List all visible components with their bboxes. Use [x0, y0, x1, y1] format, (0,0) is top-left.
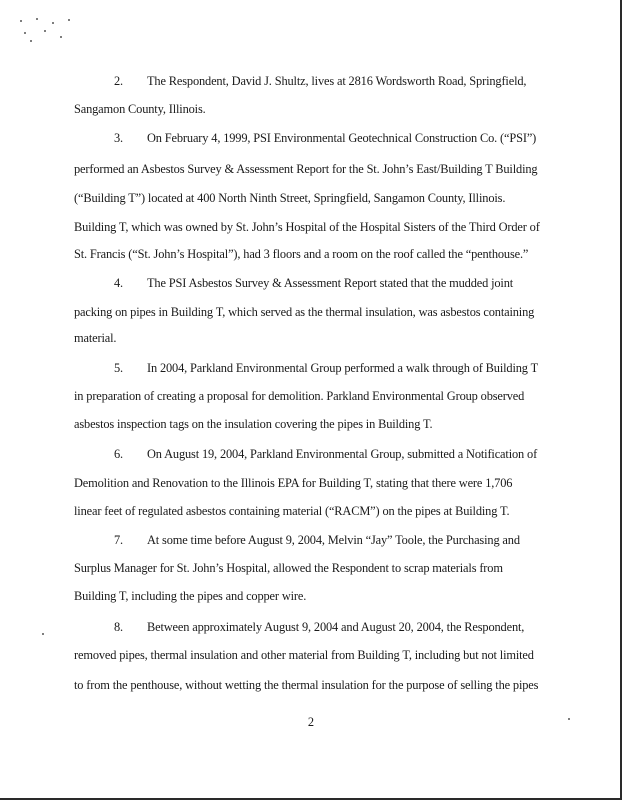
scan-speck [20, 20, 22, 22]
paragraph-7-line-2: Surplus Manager for St. John’s Hospital, allowed the Respondent to scrap materials from [74, 561, 503, 575]
paragraph-7-line-3: Building T, including the pipes and copper wire. [74, 589, 307, 603]
paragraph-text: In 2004, Parkland Environmental Group performed a walk through of Building T [147, 361, 538, 375]
paragraph-text: The PSI Asbestos Survey & Assessment Report stated that the mudded joint [147, 276, 514, 290]
paragraph-4-line-2: packing on pipes in Building T, which served as the thermal insulation, was asbestos containing [74, 305, 535, 319]
scan-speck [52, 22, 54, 24]
paragraph-text: On February 4, 1999, PSI Environmental Geotechnical Construction Co. (“PSI”) [147, 131, 537, 145]
paragraph-number: 5. [114, 361, 123, 375]
paragraph-number: 7. [114, 533, 123, 547]
paragraph-8-line-2: removed pipes, thermal insulation and other material from Building T, including but not limited [74, 648, 534, 662]
scan-speck [60, 36, 62, 38]
page-number: 2 [307, 715, 315, 729]
paragraph-6-line-2: Demolition and Renovation to the Illinois EPA for Building T, stating that there were 1,706 [74, 476, 513, 490]
paragraph-text: The Respondent, David J. Shultz, lives at 2816 Wordsworth Road, Springfield, [147, 74, 527, 88]
paragraph-text: Between approximately August 9, 2004 and August 20, 2004, the Respondent, [147, 620, 525, 634]
paragraph-4-line-3: material. [74, 331, 117, 345]
paragraph-number: 3. [114, 131, 123, 145]
paragraph-2-line-2: Sangamon County, Illinois. [74, 102, 206, 116]
scan-speck [68, 19, 70, 21]
scan-speck [24, 32, 26, 34]
paragraph-8-line-3: to from the penthouse, without wetting the thermal insulation for the purpose of selling the pipes [74, 678, 539, 692]
scan-speck [36, 18, 38, 20]
scan-speck [30, 40, 32, 42]
paragraph-number: 4. [114, 276, 123, 290]
paragraph-3-line-2: performed an Asbestos Survey & Assessment Report for the St. John’s East/Building T Building [74, 162, 538, 176]
paragraph-3-line-5: St. Francis (“St. John’s Hospital”), had 3 floors and a room on the roof called the “penthouse.” [74, 247, 529, 261]
paragraph-text: At some time before August 9, 2004, Melvin “Jay” Toole, the Purchasing and [147, 533, 520, 547]
paragraph-number: 8. [114, 620, 123, 634]
paragraph-number: 2. [114, 74, 123, 88]
scan-speck [42, 633, 44, 635]
paragraph-text: On August 19, 2004, Parkland Environmental Group, submitted a Notification of [147, 447, 538, 461]
scan-speck [44, 30, 46, 32]
paragraph-3-line-3: (“Building T”) located at 400 North Ninth Street, Springfield, Sangamon County, Illinois. [74, 191, 506, 205]
paragraph-6-line-3: linear feet of regulated asbestos containing material (“RACM”) on the pipes at Building T. [74, 504, 510, 518]
paragraph-5-line-2: in preparation of creating a proposal for demolition. Parkland Environmental Group observed [74, 389, 525, 403]
paragraph-5-line-3: asbestos inspection tags on the insulation covering the pipes in Building T. [74, 417, 433, 431]
paragraph-3-line-4: Building T, which was owned by St. John’s Hospital of the Hospital Sisters of the Third Order of [74, 220, 540, 234]
paragraph-number: 6. [114, 447, 123, 461]
